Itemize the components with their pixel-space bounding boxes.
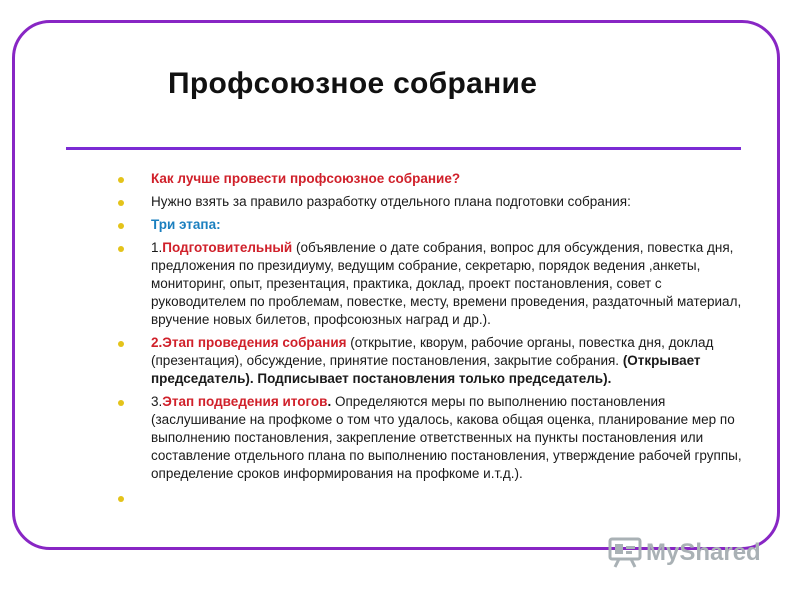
rule-text: Нужно взять за правило разработку отдельного плана подготовки собрания: [151,194,631,209]
bullet-dot-icon [118,246,124,252]
bullet-dot-icon [118,200,124,206]
bullet-item-stage-3 [118,393,748,483]
stage-3-period: . [327,394,332,409]
bullet-dot-icon [118,400,124,406]
bullet-dot-icon [118,177,124,183]
bullet-item-stage-1 [118,239,748,329]
stage-3-label: Этап подведения итогов [162,394,328,409]
title-divider [66,147,741,150]
bullet-item-rule [118,193,748,211]
question-text: Как лучше провести профсоюзное собрание? [151,171,461,186]
bullet-dot-icon [118,341,124,347]
stage-1-text: (объявление о дате собрания, вопрос для обсуждения, повестка дня, предложения по президиуму, ведущим собрание, секретарю, порядок ведения ,анкеты, мониторинг, опыт, презентация, практика, доклад, проект постановления, совет с руководителем по проблемам, повестке, месту, времени проведения, раздаточный материал, вручение новых билетов, профсоюзных наград и др.). [151,240,742,327]
presentation-board-icon [608,537,642,569]
stage-1-number: 1. [151,240,163,255]
bullet-list [118,170,748,507]
bullet-item-stages-heading [118,216,748,234]
bullet-item-question [118,170,748,188]
stage-1-label: Подготовительный [162,240,293,255]
bullet-item-stage-2 [118,334,748,388]
bullet-dot-icon [118,496,124,502]
stage-3-number: 3. [151,394,163,409]
stages-heading: Три этапа: [151,217,221,232]
stage-2-text: (открытие, кворум, рабочие органы, повестка дня, доклад (презентация), обсуждение, принятие постановления, закрытие собрания. [151,335,714,368]
stage-3-text: Определяются меры по выполнению постановления (заслушивание на профкоме о том что удалось, какова общая оценка, планирование мер по выполнению постановления, закрепление ответственных на пункты постановления или составление отдельного плана по выполнению постановления, утверждение рабочей группы, определение сроков информирования на профкоме и.т.д.). [151,394,742,481]
bullet-item-empty [118,489,748,507]
stage-2-label: 2.Этап проведения собрания [151,335,347,350]
bullet-dot-icon [118,223,124,229]
myshared-watermark [608,537,761,569]
stage-2-bold-note: (Открывает председатель). Подписывает постановления только председатель). [151,353,701,386]
slide-title: Профсоюзное собрание [168,67,538,100]
watermark-text: MyShared [646,539,761,566]
